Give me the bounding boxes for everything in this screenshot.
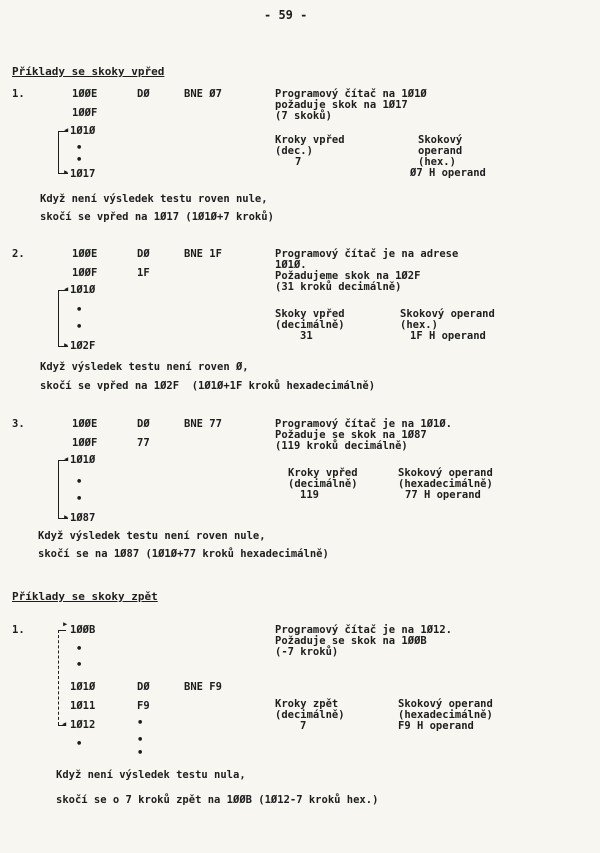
- operand-label: Skokový operand: [400, 308, 495, 320]
- description-line: (-7 kroků): [275, 646, 339, 658]
- operand-label: Skokový operand: [398, 467, 493, 479]
- description-line: Programový čítač je na adrese: [275, 248, 459, 260]
- instruction: BNE Ø7: [184, 88, 222, 100]
- ellipsis-dot: •: [76, 321, 83, 333]
- address: 1ØØE: [72, 418, 98, 430]
- address: 1Ø12: [70, 719, 96, 731]
- operand-value: 77 H operand: [405, 489, 481, 501]
- arrow-right-icon: ▸: [63, 511, 70, 523]
- address: 1Ø2F: [70, 340, 96, 352]
- operand-value: F9 H operand: [398, 720, 474, 732]
- steps-label: Kroky vpřed: [275, 134, 345, 146]
- address: 1ØØF: [72, 107, 98, 119]
- address: 1Ø1Ø: [70, 454, 96, 466]
- ellipsis-dot: •: [76, 142, 83, 154]
- operand-unit: (hexadecimálně): [398, 709, 493, 721]
- steps-value: 7: [300, 720, 307, 732]
- steps-value: 119: [300, 489, 319, 501]
- example-number: 2.: [12, 248, 25, 260]
- opcode: 1F: [137, 267, 150, 279]
- description-line: Požadujeme skok na 1Ø2F: [275, 270, 421, 282]
- ellipsis-dot: •: [76, 154, 83, 166]
- address: 1Ø87: [70, 512, 96, 524]
- jump-bracket: [58, 630, 59, 725]
- operand-label: Skokový: [418, 134, 463, 146]
- address: 1Ø1Ø: [70, 681, 96, 693]
- opcode: DØ: [137, 248, 150, 260]
- ellipsis-dot: •: [76, 493, 83, 505]
- description-line: (119 kroků decimálně): [275, 440, 408, 452]
- example-number: 3.: [12, 418, 25, 430]
- address: 1Ø11: [70, 700, 96, 712]
- ellipsis-dot: •: [76, 738, 83, 750]
- ellipsis-dot: •: [76, 643, 83, 655]
- example-number: 1.: [12, 624, 25, 636]
- instruction: BNE F9: [184, 681, 222, 693]
- note-line: Když výsledek testu není roven Ø,: [40, 361, 249, 373]
- description-line: (31 kroků decimálně): [275, 281, 402, 293]
- address: 1ØØE: [72, 248, 98, 260]
- address: 1Ø1Ø: [70, 125, 96, 137]
- note-line: skočí se na 1Ø87 (1Ø1Ø+77 kroků hexadecimálně): [38, 548, 329, 560]
- jump-bracket: [58, 460, 59, 518]
- operand-label: Skokový operand: [398, 698, 493, 710]
- arrow-right-icon: ▸: [63, 166, 70, 178]
- address: 1ØØF: [72, 437, 98, 449]
- description-line: Programový čítač je na 1Ø12.: [275, 624, 453, 636]
- arrow-right-icon: ▸: [62, 618, 69, 630]
- note-line: skočí se vpřed na 1Ø17 (1Ø1Ø+7 kroků): [40, 211, 274, 223]
- jump-bracket: [58, 131, 59, 173]
- operand-unit: (hexadecimálně): [398, 478, 493, 490]
- description-line: Programový čítač je na 1Ø1Ø.: [275, 418, 453, 430]
- steps-unit: (decimálně): [288, 478, 358, 490]
- arrow-left-icon: ◂: [61, 718, 68, 730]
- steps-unit: (decimálně): [275, 709, 345, 721]
- ellipsis-dot: •: [76, 659, 83, 671]
- address: 1Ø17: [70, 168, 96, 180]
- steps-unit: (decimálně): [275, 319, 345, 331]
- address: 1ØØF: [72, 267, 98, 279]
- steps-value: 7: [295, 156, 302, 168]
- opcode: DØ: [137, 418, 150, 430]
- operand-value: Ø7 H operand: [410, 167, 486, 179]
- arrow-left-icon: ◂: [63, 453, 70, 465]
- ellipsis-dot: •: [137, 747, 144, 759]
- steps-label: Skoky vpřed: [275, 308, 345, 320]
- description-line: (7 skoků): [275, 110, 332, 122]
- steps-label: Kroky zpět: [275, 698, 339, 710]
- page-number: - 59 -: [264, 8, 308, 22]
- jump-bracket: [58, 290, 59, 346]
- opcode: F9: [137, 700, 150, 712]
- operand-label: operand: [418, 145, 463, 157]
- example-number: 1.: [12, 88, 25, 100]
- operand-value: 1F H operand: [410, 330, 486, 342]
- opcode: DØ: [137, 681, 150, 693]
- operand-unit: (hex.): [400, 319, 438, 331]
- opcode: 77: [137, 437, 150, 449]
- description-line: Požaduje se skok na 1ØØB: [275, 635, 427, 647]
- note-line: Když není výsledek testu nula,: [56, 769, 246, 781]
- opcode: DØ: [137, 88, 150, 100]
- address: 1ØØE: [72, 88, 98, 100]
- section-heading-backward: Příklady se skoky zpět: [12, 590, 158, 603]
- description-line: požaduje skok na 1Ø17: [275, 99, 408, 111]
- steps-label: Kroky vpřed: [288, 467, 358, 479]
- ellipsis-dot: •: [76, 476, 83, 488]
- address: 1ØØB: [70, 624, 96, 636]
- description-line: Programový čítač na 1Ø1Ø: [275, 88, 427, 100]
- ellipsis-dot: •: [137, 717, 144, 729]
- arrow-left-icon: ◂: [63, 124, 70, 136]
- note-line: Když není výsledek testu roven nule,: [40, 193, 268, 205]
- note-line: skočí se o 7 kroků zpět na 1ØØB (1Ø12-7 kroků hex.): [56, 794, 379, 806]
- arrow-left-icon: ◂: [63, 283, 70, 295]
- operand-unit: (hex.): [418, 156, 456, 168]
- ellipsis-dot: •: [137, 734, 144, 746]
- instruction: BNE 77: [184, 418, 222, 430]
- ellipsis-dot: •: [76, 304, 83, 316]
- note-line: skočí se vpřed na 1Ø2F (1Ø1Ø+1F kroků hexadecimálně): [40, 380, 376, 392]
- steps-unit: (dec.): [275, 145, 313, 157]
- instruction: BNE 1F: [184, 248, 222, 260]
- note-line: Když výsledek testu není roven nule,: [38, 530, 266, 542]
- steps-value: 31: [300, 330, 313, 342]
- description-line: Požaduje se skok na 1Ø87: [275, 429, 427, 441]
- address: 1Ø1Ø: [70, 284, 96, 296]
- description-line: 1Ø1Ø.: [275, 259, 307, 271]
- bracket-arm-top: [58, 630, 66, 631]
- arrow-right-icon: ▸: [63, 339, 70, 351]
- section-heading-forward: Příklady se skoky vpřed: [12, 65, 165, 78]
